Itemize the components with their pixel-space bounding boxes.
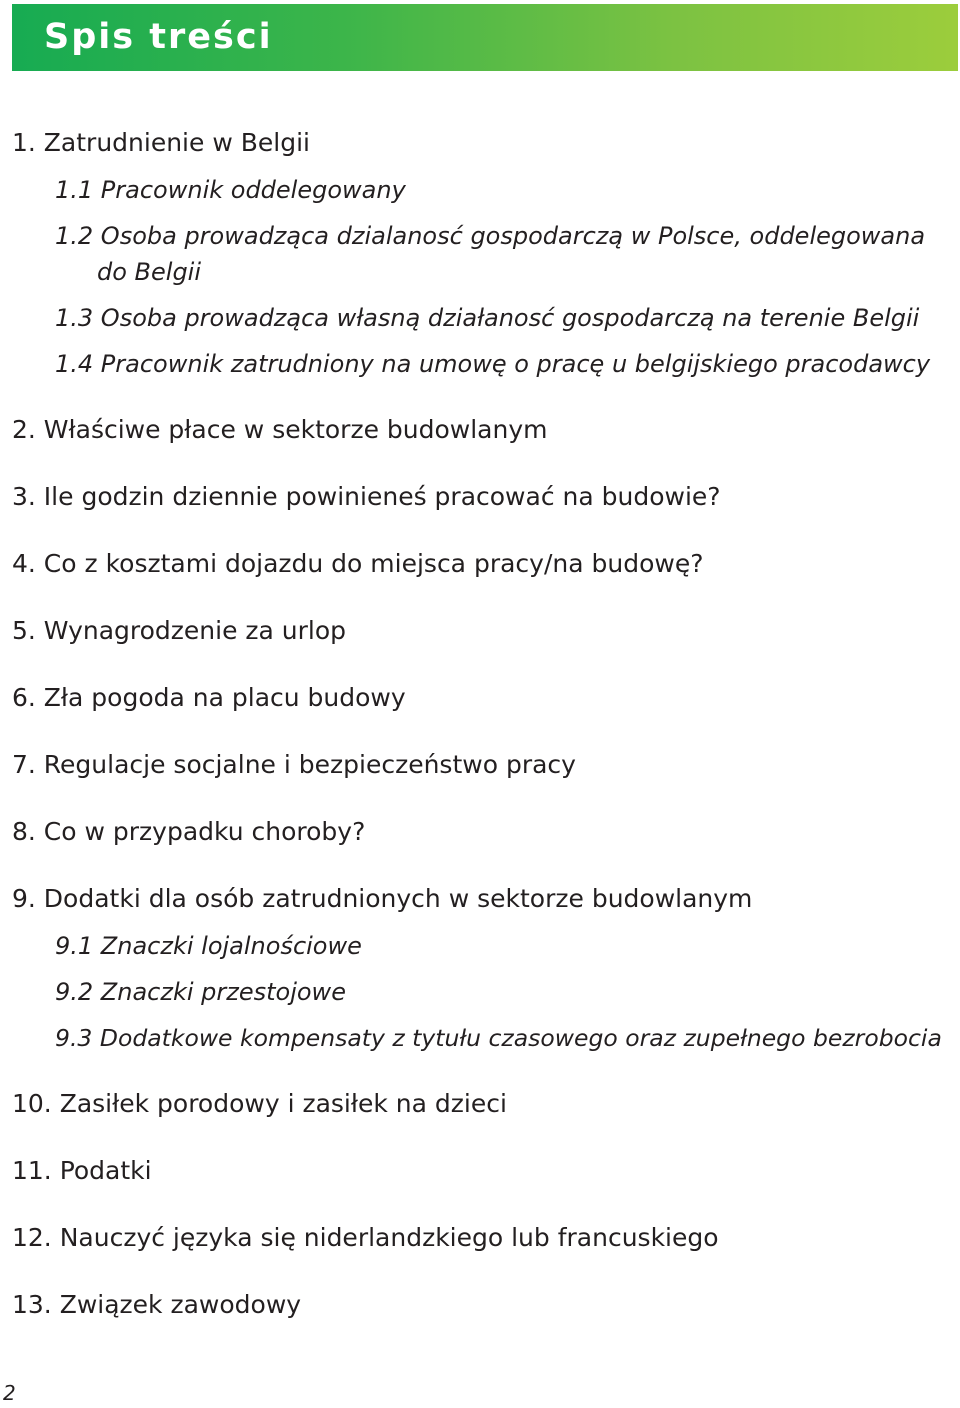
toc-item-1-1: 1.1 Pracownik oddelegowany xyxy=(55,176,406,204)
toc-item-2: 2. Właściwe płace w sektorze budowlanym xyxy=(12,415,548,444)
toc-item-11: 11. Podatki xyxy=(12,1156,152,1185)
toc-item-7: 7. Regulacje socjalne i bezpieczeństwo pracy xyxy=(12,750,576,779)
toc-item-4: 4. Co z kosztami dojazdu do miejsca pracy/na budowę? xyxy=(12,549,704,578)
toc-item-13: 13. Związek zawodowy xyxy=(12,1290,302,1319)
toc-item-9-2: 9.2 Znaczki przestojowe xyxy=(55,978,346,1006)
toc-item-9: 9. Dodatki dla osób zatrudnionych w sektorze budowlanym xyxy=(12,884,753,913)
toc-item-6: 6. Zła pogoda na placu budowy xyxy=(12,683,406,712)
toc-item-5: 5. Wynagrodzenie za urlop xyxy=(12,616,347,645)
toc-item-10: 10. Zasiłek porodowy i zasiłek na dzieci xyxy=(12,1089,507,1118)
page-title: Spis treści xyxy=(44,17,273,57)
toc-item-1: 1. Zatrudnienie w Belgii xyxy=(12,128,310,157)
page-number: 2 xyxy=(3,1381,16,1405)
toc-item-12: 12. Nauczyć języka się niderlandzkiego lub francuskiego xyxy=(12,1223,719,1252)
toc-item-9-3: 9.3 Dodatkowe kompensaty z tytułu czasowego oraz zupełnego bezrobocia xyxy=(55,1024,942,1052)
toc-item-1-4: 1.4 Pracownik zatrudniony na umowę o pracę u belgijskiego pracodawcy xyxy=(55,350,931,378)
toc-item-8: 8. Co w przypadku choroby? xyxy=(12,817,366,846)
toc-item-1-2-continued: do Belgii xyxy=(97,258,202,286)
toc-item-3: 3. Ile godzin dziennie powinieneś pracować na budowie? xyxy=(12,482,721,511)
toc-item-9-1: 9.1 Znaczki lojalnościowe xyxy=(55,932,362,960)
toc-item-1-2: 1.2 Osoba prowadząca dzialanosć gospodarczą w Polsce, oddelegowana xyxy=(55,222,926,250)
toc-item-1-3: 1.3 Osoba prowadząca własną działanosć gospodarczą na terenie Belgii xyxy=(55,304,920,332)
